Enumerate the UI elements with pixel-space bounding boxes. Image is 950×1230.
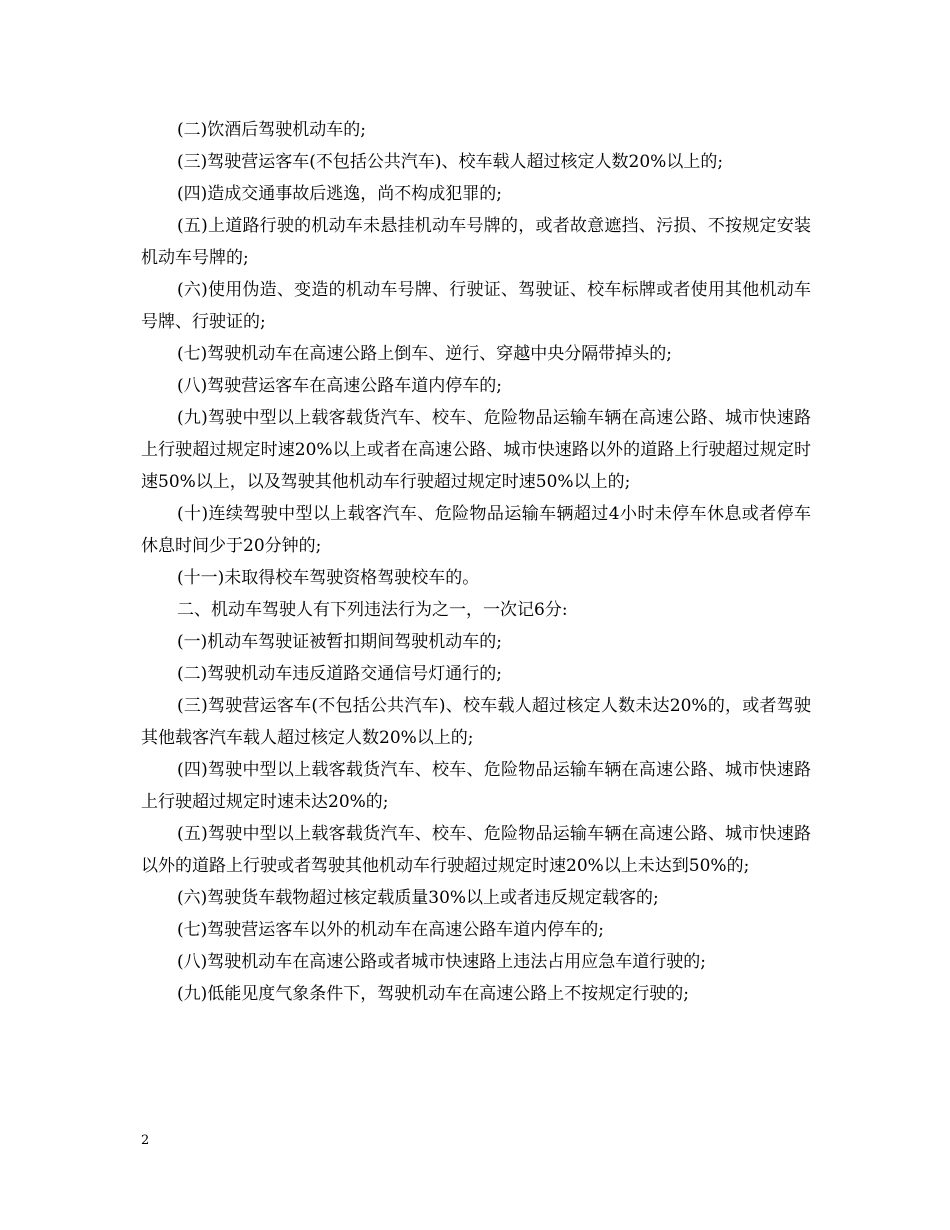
paragraph-item-10: (十)连续驾驶中型以上载客汽车、危险物品运输车辆超过4小时未停车休息或者停车休息时间少于20分钟的; [141, 504, 811, 556]
paragraph-6pt-item-6: (六)驾驶货车载物超过核定载质量30%以上或者违反规定载客的; [177, 888, 659, 908]
paragraph-item-6: (六)使用伪造、变造的机动车号牌、行驶证、驾驶证、校车标牌或者使用其他机动车号牌、行驶证的; [141, 280, 811, 332]
section-heading-6-points: 二、机动车驾驶人有下列违法行为之一，一次记6分: [177, 600, 568, 620]
paragraph-6pt-item-9: (九)低能见度气象条件下，驾驶机动车在高速公路上不按规定行驶的; [177, 984, 689, 1004]
paragraph-item-11: (十一)未取得校车驾驶资格驾驶校车的。 [177, 568, 480, 588]
paragraph-6pt-item-7: (七)驾驶营运客车以外的机动车在高速公路车道内停车的; [177, 920, 604, 940]
paragraph-item-7: (七)驾驶机动车在高速公路上倒车、逆行、穿越中央分隔带掉头的; [177, 344, 672, 364]
paragraph-6pt-item-5: (五)驾驶中型以上载客载货汽车、校车、危险物品运输车辆在高速公路、城市快速路以外的道路上行驶或者驾驶其他机动车行驶超过规定时速20%以上未达到50%的; [141, 824, 811, 876]
paragraph-item-5: (五)上道路行驶的机动车未悬挂机动车号牌的，或者故意遮挡、污损、不按规定安装机动车号牌的; [141, 216, 811, 268]
paragraph-6pt-item-2: (二)驾驶机动车违反道路交通信号灯通行的; [177, 664, 502, 684]
paragraph-6pt-item-4: (四)驾驶中型以上载客载货汽车、校车、危险物品运输车辆在高速公路、城市快速路上行驶超过规定时速未达20%的; [141, 760, 811, 812]
paragraph-6pt-item-3: (三)驾驶营运客车(不包括公共汽车)、校车载人超过核定人数未达20%的，或者驾驶其他载客汽车载人超过核定人数20%以上的; [141, 696, 811, 748]
paragraph-6pt-item-8: (八)驾驶机动车在高速公路或者城市快速路上违法占用应急车道行驶的; [177, 952, 706, 972]
paragraph-item-8: (八)驾驶营运客车在高速公路车道内停车的; [177, 376, 502, 396]
document-body [141, 114, 811, 1010]
paragraph-item-2: (二)饮酒后驾驶机动车的; [177, 120, 366, 140]
page-number: 2 [141, 1133, 150, 1148]
paragraph-6pt-item-1: (一)机动车驾驶证被暂扣期间驾驶机动车的; [177, 632, 502, 652]
paragraph-item-9: (九)驾驶中型以上载客载货汽车、校车、危险物品运输车辆在高速公路、城市快速路上行驶超过规定时速20%以上或者在高速公路、城市快速路以外的道路上行驶超过规定时速50%以上，以及驾驶其他机动车行驶超过规定时速50%以上的; [141, 408, 811, 492]
paragraph-item-4: (四)造成交通事故后逃逸，尚不构成犯罪的; [177, 184, 502, 204]
paragraph-item-3: (三)驾驶营运客车(不包括公共汽车)、校车载人超过核定人数20%以上的; [177, 152, 724, 172]
